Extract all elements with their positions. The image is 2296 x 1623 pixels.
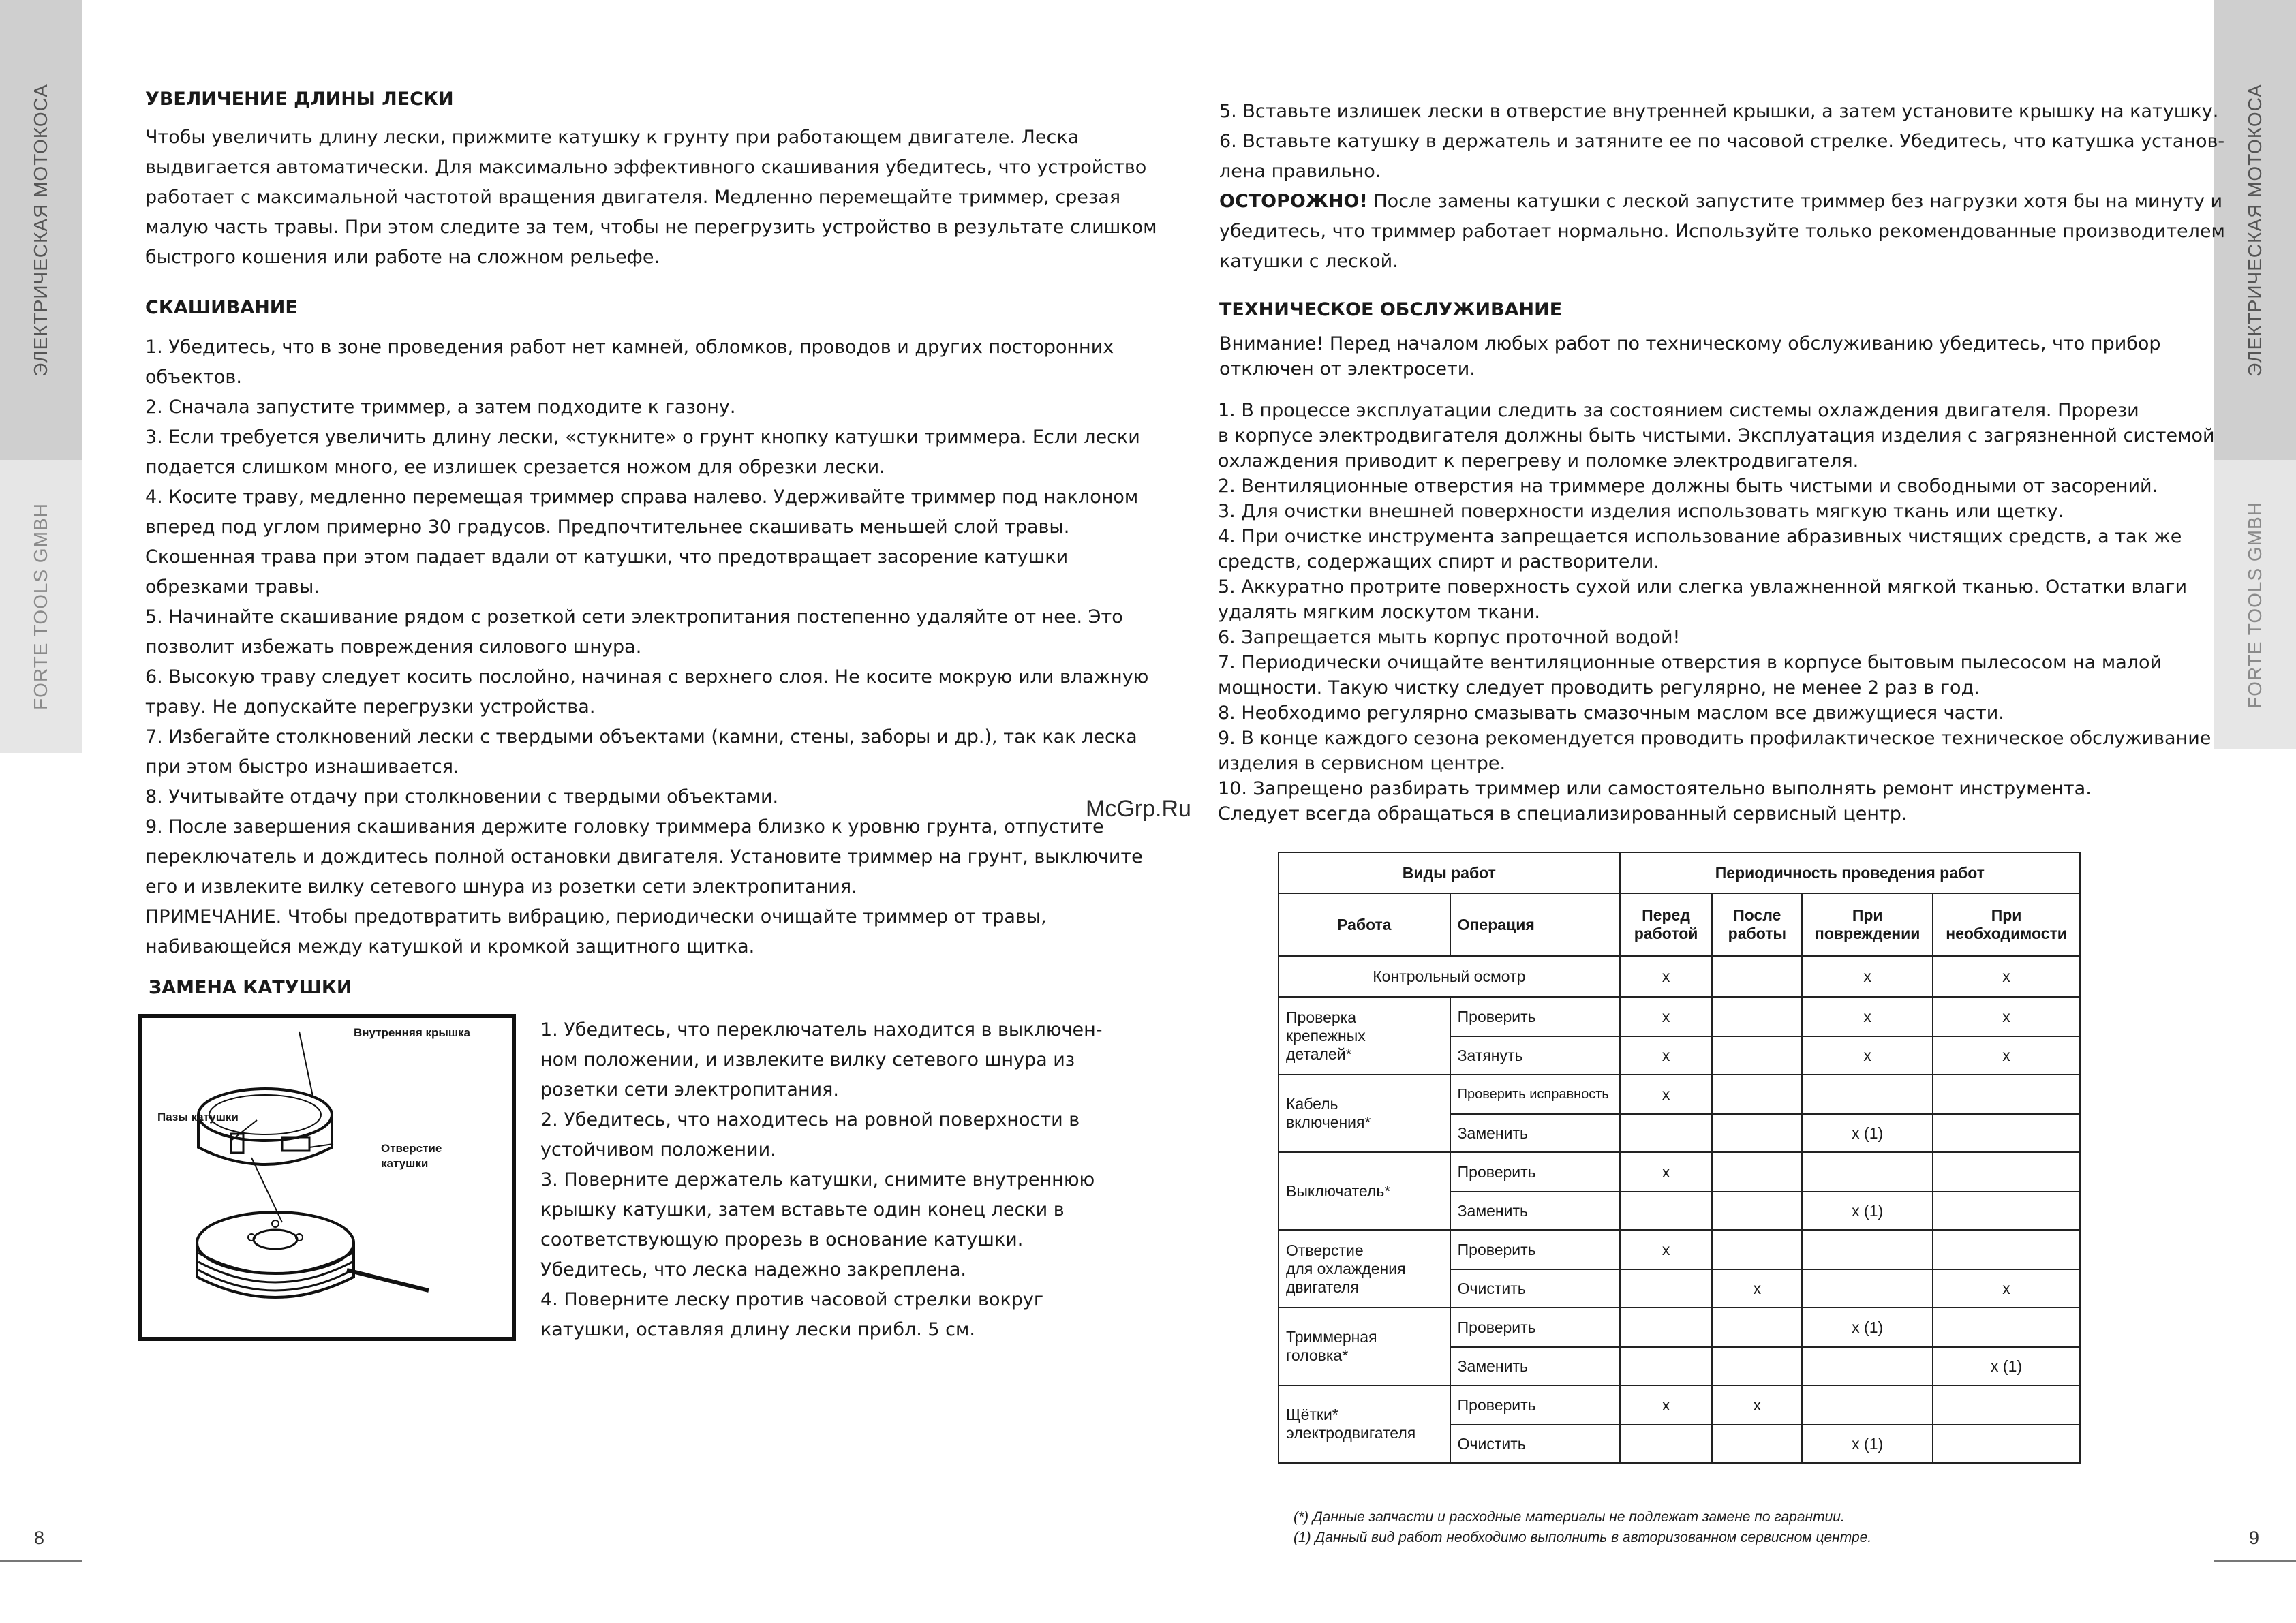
cell-work [1279, 997, 1450, 1075]
spool-drawing [142, 1018, 512, 1337]
right-side-brand-text: FORTE TOOLS GMBH [2244, 501, 2265, 709]
text-line: средств, содержащих спирт и растворители. [1218, 551, 1659, 572]
cell-mark [1933, 1192, 2080, 1230]
label-spool-slots: Пазы катушки [157, 1111, 239, 1124]
cell-mark [1712, 1075, 1802, 1114]
cell-operation: Проверить исправность [1450, 1075, 1620, 1114]
text-line: 6. Вставьте катушку в держатель и затяните ее по часовой стрелке. Убедитесь, что катушка установ- [1219, 131, 2225, 152]
cell-mark: x [1933, 997, 2080, 1036]
text-line: 3. Поверните держатель катушки, снимите внутреннюю [540, 1169, 1095, 1190]
work-text: для охлаждения [1286, 1259, 1406, 1278]
heading-mowing: СКАШИВАНИЕ [145, 297, 298, 318]
text-line: позволит избежать повреждения силового шнура. [145, 636, 642, 658]
text-line: 1. В процессе эксплуатации следить за состоянием системы охлаждения двигателя. Прорези [1218, 400, 2139, 421]
maintenance-attention [1219, 331, 2161, 382]
cell-mark: x [1802, 997, 1933, 1036]
left-side-tab-title [0, 0, 82, 460]
right-side-title-text: ЭЛЕКТРИЧЕСКАЯ МОТОКОСА [2244, 83, 2265, 377]
work-text: электродвигателя [1286, 1424, 1416, 1442]
cell-mark [1933, 1152, 2080, 1192]
text-line: розетки сети электропитания. [540, 1079, 839, 1100]
cell-mark [1802, 1385, 1933, 1425]
header-work: Работа [1279, 893, 1450, 956]
cell-mark: x [1712, 1269, 1802, 1308]
text-line: 9. После завершения скашивания держите головку триммера близко к уровню грунта, отпустите [145, 816, 1104, 837]
spool-replacement-steps [540, 1015, 1103, 1345]
text-line: 5. Начинайте скашивание рядом с розеткой сети электропитания постепенно удаляйте от нее. Это [145, 606, 1123, 628]
heading-spool-replacement: ЗАМЕНА КАТУШКИ [149, 977, 352, 998]
header-text: При [1852, 906, 1883, 924]
cell-mark [1802, 1075, 1933, 1114]
text-line: в корпусе электродвигателя должны быть чистыми. Эксплуатация изделия с загрязненной системой [1218, 425, 2215, 446]
cell-mark: x [1620, 956, 1713, 997]
table-subheader-row [1279, 893, 2080, 956]
header-after-work [1712, 893, 1802, 956]
cell-mark [1712, 1114, 1802, 1152]
cell-mark: x (1) [1802, 1308, 1933, 1347]
text-line: катушки, оставляя длину лески прибл. 5 см. [540, 1319, 975, 1340]
text-line: вперед под углом примерно 30 градусов. Предпочтительнее скашивать меньшей слой травы. [145, 516, 1070, 538]
cell-mark [1712, 1192, 1802, 1230]
text-line: ПРИМЕЧАНИЕ. Чтобы предотвратить вибрацию, периодически очищайте триммер от травы, [145, 906, 1047, 927]
cell-operation: Проверить [1450, 1308, 1620, 1347]
warning-label: ОСТОРОЖНО! [1219, 191, 1368, 212]
header-text: повреждении [1814, 925, 1920, 942]
text-line: 7. Периодически очищайте вентиляционные отверстия в корпусе бытовым пылесосом на малой [1218, 652, 2162, 673]
cell-mark [1620, 1347, 1713, 1385]
text-line: 4. При очистке инструмента запрещается использование абразивных чистящих средств, а так же [1218, 526, 2182, 547]
cell-operation: Очистить [1450, 1425, 1620, 1463]
text-line: Скошенная трава при этом падает вдали от катушки, что предотвращает засорение катушки [145, 546, 1069, 568]
heading-maintenance: ТЕХНИЧЕСКОЕ ОБСЛУЖИВАНИЕ [1219, 299, 1563, 320]
text-line: удалять мягким лоскутом ткани. [1218, 602, 1540, 623]
table-row [1279, 1075, 2080, 1114]
cell-mark [1712, 1308, 1802, 1347]
header-text: необходимости [1946, 925, 2067, 942]
cell-mark: x [1620, 1230, 1713, 1269]
cell-operation: Заменить [1450, 1192, 1620, 1230]
cell-mark [1712, 997, 1802, 1036]
text-line: 1. Убедитесь, что в зоне проведения работ нет камней, обломков, проводов и других посторонних [145, 337, 1114, 358]
cell-mark [1620, 1269, 1713, 1308]
text-line: 10. Запрещено разбирать триммер или самостоятельно выполнять ремонт инструмента. [1218, 778, 2092, 799]
work-text: Выключатель* [1286, 1181, 1391, 1200]
footnote-service-center: (1) Данный вид работ необходимо выполнить в авторизованном сервисном центре. [1294, 1530, 1872, 1545]
header-text: работы [1728, 925, 1787, 942]
header-periodicity: Периодичность проведения работ [1620, 852, 2080, 893]
header-operation: Операция [1450, 893, 1620, 956]
watermark: McGrp.Ru [1086, 796, 1191, 822]
text-line: при этом быстро изнашивается. [145, 756, 459, 777]
text-line: 2. Вентиляционные отверстия на триммере должны быть чистыми и свободными от засорений. [1218, 476, 2158, 497]
text-line: крышку катушки, затем вставьте один конец лески в [540, 1199, 1065, 1220]
cell-mark [1933, 1230, 2080, 1269]
text-line: мощности. Такую чистку следует проводить регулярно, не менее 2 раз в год. [1218, 677, 1980, 698]
header-work-types: Виды работ [1279, 852, 1620, 893]
cell-mark [1712, 1036, 1802, 1075]
work-text: Отверстие [1286, 1241, 1364, 1259]
header-text: При [1991, 906, 2022, 924]
cell-mark [1802, 1152, 1933, 1192]
cell-mark: x (1) [1802, 1114, 1933, 1152]
cell-mark [1933, 1425, 2080, 1463]
text-line: работает с максимальной частотой вращения двигателя. Медленно перемещайте триммер, срезая [145, 187, 1121, 208]
text-line: малую часть травы. При этом следите за тем, чтобы не перегрузить устройство в результате слишком [145, 217, 1157, 238]
cell-operation: Проверить [1450, 997, 1620, 1036]
cell-mark [1933, 1308, 2080, 1347]
table-row [1279, 1230, 2080, 1269]
text-line: ном положении, и извлеките вилку сетевого шнура из [540, 1049, 1075, 1070]
paragraph-line-length [145, 123, 1157, 273]
cell-operation: Проверить [1450, 1385, 1620, 1425]
header-text: Перед [1642, 906, 1690, 924]
text-line: охлаждения приводит к перегреву и поломке электродвигателя. [1218, 450, 1859, 472]
cell-work [1279, 1385, 1450, 1463]
cell-mark [1712, 956, 1802, 997]
cell-mark: x [1802, 956, 1933, 997]
text-line: траву. Не допускайте перегрузки устройства. [145, 696, 596, 717]
text-line: убедитесь, что триммер работает нормально. Используйте только рекомендованные производителем [1219, 221, 2225, 242]
cell-mark: x [1712, 1385, 1802, 1425]
cell-mark [1620, 1308, 1713, 1347]
header-on-damage [1802, 893, 1933, 956]
text-line: 6. Запрещается мыть корпус проточной водой! [1218, 627, 1681, 648]
cell-operation: Очистить [1450, 1269, 1620, 1308]
cell-mark [1933, 1114, 2080, 1152]
table-header-row [1279, 852, 2080, 893]
work-text: Щётки* [1286, 1406, 1338, 1423]
text-line: Внимание! Перед началом любых работ по техническому обслуживанию убедитесь, что прибор [1219, 333, 2161, 354]
heading-line-length: УВЕЛИЧЕНИЕ ДЛИНЫ ЛЕСКИ [145, 89, 454, 110]
text-line: 7. Избегайте столкновений лески с твердыми объектами (камни, стены, заборы и др.), так как леска [145, 726, 1137, 747]
cell-operation: Проверить [1450, 1152, 1620, 1192]
text-line: изделия в сервисном центре. [1218, 753, 1506, 774]
cell-mark [1802, 1269, 1933, 1308]
cell-mark: x [1620, 1075, 1713, 1114]
text-line: выдвигается автоматически. Для максимально эффективного скашивания убедитесь, что устройство [145, 157, 1147, 178]
table-row [1279, 1308, 2080, 1347]
cell-mark [1712, 1425, 1802, 1463]
text-line: 4. Косите траву, медленно перемещая триммер справа налево. Удерживайте триммер под наклоном [145, 486, 1139, 508]
text-line: его и извлеките вилку сетевого шнура из розетки сети электропитания. [145, 876, 857, 897]
cell-mark [1933, 1075, 2080, 1114]
text-line: быстрого кошения или работе на сложном рельефе. [145, 247, 660, 268]
right-side-tab-title [2214, 0, 2296, 460]
text-line: 6. Высокую траву следует косить послойно, начиная с верхнего слоя. Не косите мокрую или влажную [145, 666, 1149, 687]
page-rule-left [0, 1560, 82, 1562]
page-number-left: 8 [34, 1528, 45, 1548]
text-line: 3. Если требуется увеличить длину лески, «стукните» о грунт кнопку катушки триммера. Если лески [145, 427, 1140, 448]
cell-mark [1620, 1425, 1713, 1463]
cell-operation: Проверить [1450, 1230, 1620, 1269]
table-row [1279, 1385, 2080, 1425]
cell-mark [1802, 1230, 1933, 1269]
cell-work [1279, 1230, 1450, 1308]
table-row [1279, 997, 2080, 1036]
text-line: 5. Аккуратно протрите поверхность сухой или слегка увлажненной мягкой тканью. Остатки влаги [1218, 576, 2188, 598]
cell-mark [1933, 1385, 2080, 1425]
spool-diagram [138, 1014, 516, 1341]
cell-mark: x [1933, 956, 2080, 997]
cell-mark [1802, 1347, 1933, 1385]
cell-mark [1620, 1192, 1713, 1230]
work-text: головка* [1286, 1346, 1349, 1364]
warning-line [1219, 187, 2225, 217]
cell-mark [1712, 1152, 1802, 1192]
label-spool-hole: Отверстие [381, 1142, 442, 1155]
cell-mark: x (1) [1802, 1425, 1933, 1463]
text-line: отключен от электросети. [1219, 358, 1475, 380]
page-rule-right [2214, 1560, 2296, 1562]
header-before-work [1620, 893, 1713, 956]
text-line: 2. Убедитесь, что находитесь на ровной поверхности в [540, 1109, 1080, 1130]
text-line: Чтобы увеличить длину лески, прижмите катушку к грунту при работающем двигателе. Леска [145, 127, 1080, 148]
cell-work [1279, 1075, 1450, 1152]
work-text: двигателя [1286, 1278, 1359, 1296]
text-line: набивающейся между катушкой и кромкой защитного щитка. [145, 936, 755, 957]
cell-mark: x (1) [1802, 1192, 1933, 1230]
left-side-tab-brand [0, 460, 82, 753]
text-line: лена правильно. [1219, 161, 1381, 182]
work-text: Проверка [1286, 1008, 1357, 1026]
text-line: соответствующую прорезь в основание катушки. [540, 1229, 1024, 1250]
spool-steps-continued [1219, 97, 2225, 277]
maintenance-list [1218, 398, 2215, 826]
text-line: 2. Сначала запустите триммер, а затем подходите к газону. [145, 397, 736, 418]
cell-mark: x [1802, 1036, 1933, 1075]
cell-mark: x [1933, 1036, 2080, 1075]
cell-mark [1712, 1347, 1802, 1385]
text-line: 9. В конце каждого сезона рекомендуется проводить профилактическое техническое обслуживание [1218, 728, 2211, 749]
work-text: Кабель [1286, 1095, 1338, 1113]
text-line: 8. Необходимо регулярно смазывать смазочным маслом все движущиеся части. [1218, 702, 2004, 724]
text-line: катушки с леской. [1219, 251, 1398, 272]
table-row [1279, 1152, 2080, 1192]
work-text: Триммерная [1286, 1328, 1377, 1346]
cell-mark [1712, 1230, 1802, 1269]
text-line: переключатель и дождитесь полной остановки двигателя. Установите триммер на грунт, выключите [145, 846, 1143, 867]
footnote-warranty: (*) Данные запчасти и расходные материалы не подлежат замене по гарантии. [1294, 1509, 1845, 1525]
cell-work [1279, 1152, 1450, 1230]
text-line: объектов. [145, 367, 242, 388]
header-as-needed [1933, 893, 2080, 956]
cell-inspection: Контрольный осмотр [1279, 956, 1620, 997]
text-line: 1. Убедитесь, что переключатель находится в выключен- [540, 1019, 1103, 1040]
cell-operation: Заменить [1450, 1347, 1620, 1385]
table-row [1279, 956, 2080, 997]
mowing-instructions [145, 333, 1148, 962]
text-line: Убедитесь, что леска надежно закреплена. [540, 1259, 966, 1280]
cell-mark: x [1620, 1152, 1713, 1192]
header-text: работой [1634, 925, 1698, 942]
maintenance-table [1278, 852, 2081, 1464]
work-text: крепежных [1286, 1026, 1366, 1045]
text-line: 5. Вставьте излишек лески в отверстие внутренней крышки, а затем установите крышку на катушку. [1219, 101, 2219, 122]
cell-mark: x [1620, 1385, 1713, 1425]
label-spool-hole-2: катушки [381, 1157, 429, 1170]
text-line: 3. Для очистки внешней поверхности изделия использовать мягкую ткань или щетку. [1218, 501, 2064, 522]
text-line: 8. Учитывайте отдачу при столкновении с твердыми объектами. [145, 786, 779, 807]
text-line: подается слишком много, ее излишек срезается ножом для обрезки лески. [145, 457, 885, 478]
text-line: обрезками травы. [145, 576, 320, 598]
header-text: После [1733, 906, 1781, 924]
cell-mark: x [1933, 1269, 2080, 1308]
page-number-right: 9 [2249, 1528, 2260, 1548]
work-text: деталей* [1286, 1045, 1352, 1063]
warning-text: После замены катушки с леской запустите триммер без нагрузки хотя бы на минуту и [1367, 191, 2223, 212]
cell-mark: x [1620, 1036, 1713, 1075]
cell-mark [1620, 1114, 1713, 1152]
text-line: 4. Поверните леску против часовой стрелки вокруг [540, 1289, 1044, 1310]
cell-mark: x [1620, 997, 1713, 1036]
label-inner-cover: Внутренняя крышка [354, 1026, 471, 1039]
cell-operation: Заменить [1450, 1114, 1620, 1152]
right-side-tab-brand [2214, 460, 2296, 749]
cell-work [1279, 1308, 1450, 1385]
cell-operation: Затянуть [1450, 1036, 1620, 1075]
work-text: включения* [1286, 1113, 1371, 1131]
left-side-title-text: ЭЛЕКТРИЧЕСКАЯ МОТОКОСА [30, 83, 51, 377]
left-side-brand-text: FORTE TOOLS GMBH [30, 503, 51, 710]
text-line: устойчивом положении. [540, 1139, 776, 1160]
text-line: Следует всегда обращаться в специализированный сервисный центр. [1218, 803, 1908, 824]
cell-mark: x (1) [1933, 1347, 2080, 1385]
